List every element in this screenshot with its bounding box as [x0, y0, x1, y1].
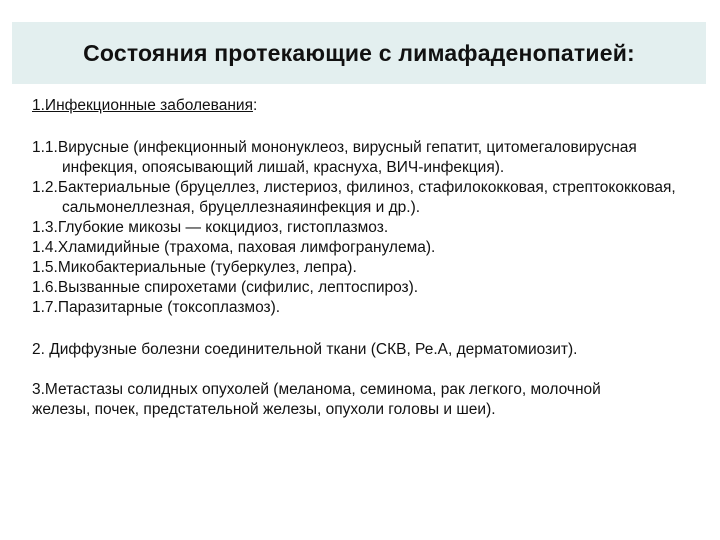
title-banner [12, 22, 706, 84]
list-item-bacterial: 1.2.Бактериальные (бруцеллез, листериоз, филиноз, стафилококковая, стрептококковая, сальмонеллезная, бруцеллезнаяинфекция и др.). [32, 179, 676, 216]
spacer [32, 360, 704, 380]
section-connective-tissue: 2. Диффузные болезни соединительной ткани (СКВ, Ре.А, дерматомиозит). [32, 341, 578, 358]
list-item-chlamydial: 1.4.Хламидийные (трахома, паховая лимфогранулема). [32, 239, 436, 256]
list-item-parasitic: 1.7.Паразитарные (токсоплазмоз). [32, 299, 281, 316]
section-metastases: 3.Метастазы солидных опухолей (меланома, семинома, рак легкого, молочной железы, почек, предстательной железы, опухоли головы и шеи). [32, 381, 601, 418]
slide-body [32, 96, 704, 420]
section-infections-heading [32, 96, 704, 116]
list-item-mycoses: 1.3.Глубокие микозы — кокцидиоз, гистоплазмоз. [32, 219, 389, 236]
slide-title: Состояния протекающие с лимафаденопатией: [83, 39, 635, 66]
heading-colon: : [252, 97, 258, 114]
section-infections-heading-text: 1.Инфекционные заболевания [32, 97, 253, 114]
list-item-viral: 1.1.Вирусные (инфекционный мононуклеоз, вирусный гепатит, цитомегаловирусная инфекция, опоясывающий лишай, краснуха, ВИЧ-инфекция). [32, 139, 637, 176]
list-item-spirochetal: 1.6.Вызванные спирохетами (сифилис, лептоспироз). [32, 279, 419, 296]
spacer [32, 318, 704, 340]
list-item-mycobacterial: 1.5.Микобактериальные (туберкулез, лепра). [32, 259, 357, 276]
